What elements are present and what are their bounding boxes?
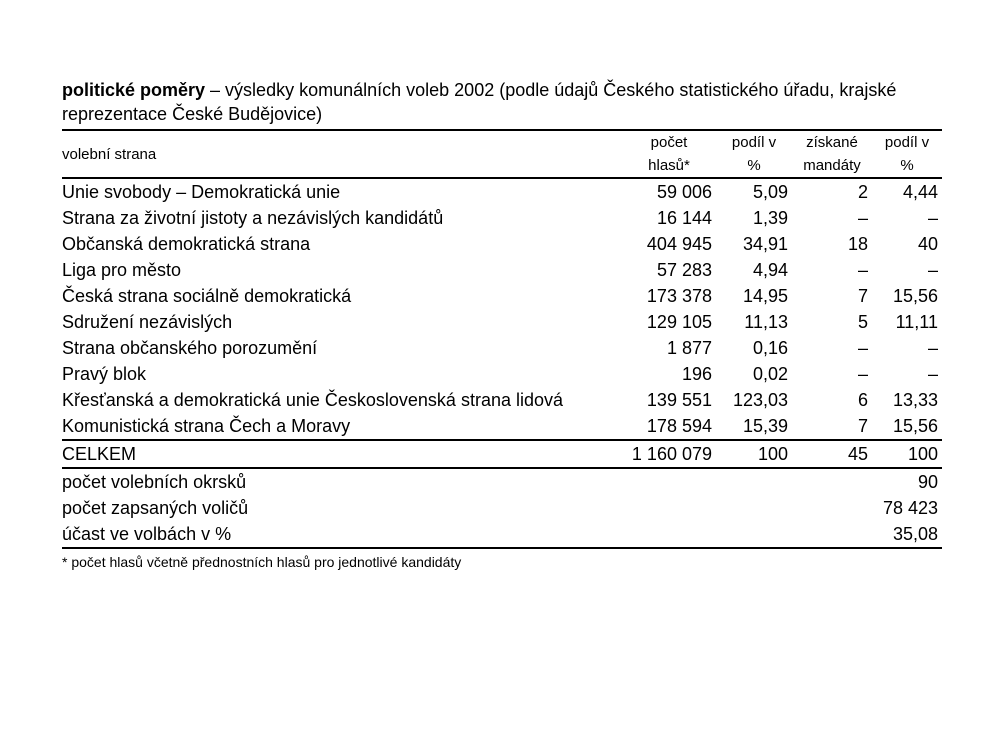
stat-label: účast ve volbách v % [62,524,232,544]
table-row [62,257,942,283]
total-votes: 1 160 079 [631,444,712,464]
seats-cell: – [857,208,868,228]
share-cell: 5,09 [752,182,788,202]
share-cell: 15,39 [742,416,788,436]
header-share-line1: podíl v [731,134,777,151]
votes-cell: 173 378 [646,286,712,306]
seat-share-cell: – [927,260,938,280]
share-cell: 14,95 [742,286,788,306]
header-seatshare-line1: podíl v [884,134,930,151]
header-seatshare-line2: % [900,157,914,174]
table-row [62,413,942,440]
share-cell: 123,03 [732,390,788,410]
votes-cell: 196 [681,364,712,384]
seat-share-cell: 13,33 [892,390,938,410]
seat-share-cell: 40 [917,234,938,254]
header-row-1 [62,130,942,154]
party-name: Občanská demokratická strana [62,234,311,254]
votes-cell: 1 877 [666,338,712,358]
seats-cell: 6 [857,390,868,410]
seat-share-cell: – [927,208,938,228]
header-seats-line2: mandáty [803,157,861,174]
share-cell: 0,02 [752,364,788,384]
footnote: * počet hlasů včetně přednostních hlasů pro jednotlivé kandidáty [62,554,462,570]
stat-label: počet zapsaných voličů [62,498,249,518]
total-label: CELKEM [62,444,137,464]
share-cell: 34,91 [742,234,788,254]
votes-cell: 139 551 [646,390,712,410]
share-cell: 1,39 [752,208,788,228]
table-row [62,283,942,309]
table-row [62,361,942,387]
table-row [62,231,942,257]
seats-cell: 18 [847,234,868,254]
header-seats-line1: získané [806,134,858,151]
seat-share-cell: 4,44 [902,182,938,202]
share-cell: 11,13 [744,312,788,332]
seats-cell: – [857,364,868,384]
share-cell: 0,16 [752,338,788,358]
stat-row [62,468,942,495]
stat-value: 90 [917,472,938,492]
party-name: Strana občanského porozumění [62,338,318,358]
votes-cell: 57 283 [656,260,712,280]
seat-share-cell: – [927,364,938,384]
title-bold: politické poměry [62,80,206,100]
total-share: 100 [757,444,788,464]
header-votes-line1: počet [650,134,688,151]
party-name: Pravý blok [62,364,147,384]
party-name: Liga pro město [62,260,182,280]
share-cell: 4,94 [752,260,788,280]
total-seat-share: 100 [907,444,938,464]
party-name: Unie svobody – Demokratická unie [62,182,341,202]
stat-row [62,521,942,548]
seat-share-cell: – [927,338,938,358]
table-row [62,178,942,205]
election-results-table [62,129,942,549]
total-row [62,440,942,468]
stat-label: počet volebních okrsků [62,472,247,492]
seat-share-cell: 15,56 [892,286,938,306]
table-row [62,387,942,413]
seat-share-cell: 11,11 [895,312,938,332]
party-name: Sdružení nezávislých [62,312,233,332]
table-row [62,205,942,231]
seats-cell: 2 [857,182,868,202]
party-name: Křesťanská a demokratická unie Československá strana lidová [62,390,564,410]
votes-cell: 16 144 [656,208,712,228]
title-rest: – výsledky komunálních voleb 2002 (podle údajů Českého statistického úřadu, krajské reprezentace České Budějovice) [62,80,897,124]
seat-share-cell: 15,56 [892,416,938,436]
table-row [62,309,942,335]
seats-cell: 5 [857,312,868,332]
total-seats: 45 [847,444,868,464]
document-title [62,78,942,126]
votes-cell: 404 945 [646,234,712,254]
document [62,78,942,572]
votes-cell: 129 105 [646,312,712,332]
votes-cell: 178 594 [646,416,712,436]
seats-cell: 7 [857,416,868,436]
header-share-line2: % [747,157,761,174]
party-name: Strana za životní jistoty a nezávislých kandidátů [62,208,444,228]
seats-cell: – [857,260,868,280]
seats-cell: – [857,338,868,358]
stat-row [62,495,942,521]
votes-cell: 59 006 [656,182,712,202]
header-votes-line2: hlasů* [648,157,690,174]
seats-cell: 7 [857,286,868,306]
header-party: volební strana [62,145,157,163]
stat-value: 35,08 [892,524,938,544]
party-name: Česká strana sociálně demokratická [62,286,352,306]
table-row [62,335,942,361]
stat-value: 78 423 [882,498,938,518]
party-name: Komunistická strana Čech a Moravy [62,416,351,436]
